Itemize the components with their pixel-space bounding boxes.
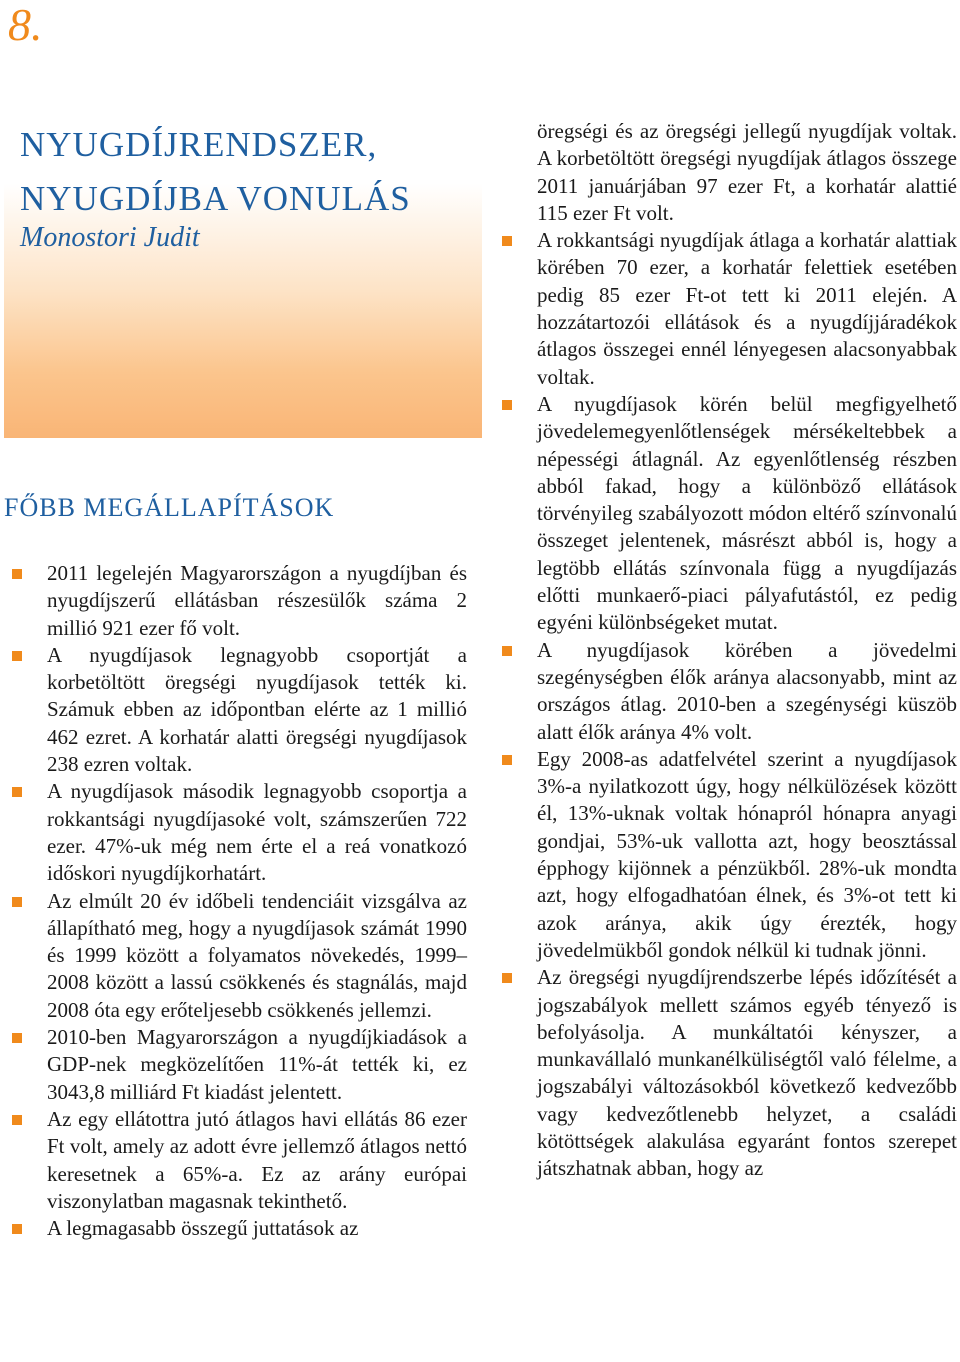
finding-text: Egy 2008-as adatfelvétel szerint a nyugdíjasok 3%-a nyilatkozott úgy, hogy nélkülözések között él, 13%-uknak voltak hónapról hónapra anyagi gondjai, 53%-uk vallotta azt, hogy beosztással épphogy kijönnek a pénzükből. 28%-uk mondta azt, hogy elfogadhatóan élnek, és 3%-ot tett ki azok aránya, akik úgy érezték, hogy jövedelmükből gondok nélkül ki tudnak jönni. <box>537 746 957 962</box>
findings-list-left <box>47 560 467 1242</box>
finding-text: Az egy ellátottra jutó átlagos havi ellátás 86 ezer Ft volt, amely az adott évre jellemző átlagos nettó keresetnek a 65%-a. Ez az arány európai viszonylatban magasnak tekinthető. <box>47 1106 467 1213</box>
finding-text: öregségi és az öregségi jellegű nyugdíjak voltak. A korbetöltött öregségi nyugdíjak átlagos összege 2011 januárjában 97 ezer Ft, a korhatár alattié 115 ezer Ft volt. <box>537 119 957 225</box>
finding-text: Az elmúlt 20 év időbeli tendenciáit vizsgálva az állapítható meg, hogy a nyugdíjasok számát 1990 és 1999 között a folyamatos növekedés, 1999–2008 között a lassú csökkenés és stagnálás, majd 2008 óta egy erőteljesebb csökkenés jellemzi. <box>47 888 467 1022</box>
finding-item <box>47 1106 467 1215</box>
finding-continuation <box>537 118 957 227</box>
finding-item <box>47 1215 467 1242</box>
bullet-square-icon <box>502 400 512 410</box>
bullet-square-icon <box>502 973 512 983</box>
finding-item <box>537 637 957 746</box>
bullet-square-icon <box>12 651 22 661</box>
finding-text: A nyugdíjasok legnagyobb csoportját a korbetöltött öregségi nyugdíjasok tették ki. Számuk ebben az időpontban elérte az 1 millió 462 ezret. A korhatár alatti öregségi nyugdíjasok 238 ezren voltak. <box>47 642 467 777</box>
section-heading: FŐBB MEGÁLLAPÍTÁSOK <box>4 493 335 522</box>
finding-text: A nyugdíjasok körében a jövedelmi szegénységben élők aránya alacsonyabb, mint az országos átlag. 2010-ben a szegénységi küszöb alatt élők aránya 4% volt. <box>537 637 957 744</box>
bullet-square-icon <box>12 1224 22 1234</box>
title-line-1: NYUGDÍJRENDSZER, <box>20 125 378 164</box>
bullet-square-icon <box>502 236 512 246</box>
finding-text: A legmagasabb összegű juttatások az <box>47 1216 359 1241</box>
finding-item <box>537 746 957 964</box>
finding-text: 2010-ben Magyarországon a nyugdíjkiadások a GDP-nek megközelítően 11%-át tették ki, ez 3043,8 milliárd Ft kiadást jelentett. <box>47 1025 467 1104</box>
title-line-2: NYUGDÍJBA VONULÁS <box>20 179 411 218</box>
findings-list-right <box>537 118 957 1183</box>
bullet-square-icon <box>502 646 512 656</box>
finding-text: A rokkantsági nyugdíjak átlaga a korhatár alattiak körében 70 ezer, a korhatár felettiek esetében pedig 85 ezer Ft-ot tett ki 2011 elején. A hozzátartozói ellátások és a nyugdíjjáradékok átlagos összegei ennél lényegesen alacsonyabbak voltak. <box>537 228 957 389</box>
bullet-square-icon <box>12 897 22 907</box>
bullet-square-icon <box>502 755 512 765</box>
chapter-number: 8. <box>8 0 43 50</box>
author-name: Monostori Judit <box>20 222 200 253</box>
bullet-square-icon <box>12 1115 22 1125</box>
finding-text: Az öregségi nyugdíjrendszerbe lépés időzítését a jogszabályok mellett számos egyéb tényező is befolyásolja. A munkáltatói kényszer, a munkavállaló munkanélküliségtől való félelme, a jogszabályi változásokból következő kedvezőbb vagy kedvezőtlenebb helyzet, a családi kötöttségek alakulása egyaránt fontos szerepet játszhatnak abban, hogy az <box>537 965 957 1181</box>
finding-text: A nyugdíjasok körén belül megfigyelhető jövedelemegyenlőtlenségek mérsékeltebbek a népességi átlagnál. Az egyenlőtlenség részben abból fakad, hogy a különböző ellátások törvényileg szabályozott módon eltérő színvonalú összeget jelentenek, másrészt abból is, hogy a legtöbb ellátás színvonala függ a nyugdíjazás előtti munkaerő-piaci pályafutástól, ez pedig egyéni különbségeket mutat. <box>537 391 957 635</box>
finding-item <box>47 560 467 642</box>
finding-text: 2011 legelején Magyarországon a nyugdíjban és nyugdíjszerű ellátásban részesülők száma 2 millió 921 ezer fő volt. <box>47 561 467 640</box>
finding-item <box>47 888 467 1024</box>
chapter-title <box>20 118 411 226</box>
finding-item <box>47 1024 467 1106</box>
bullet-square-icon <box>12 569 22 579</box>
finding-item <box>537 391 957 637</box>
finding-item <box>537 964 957 1182</box>
bullet-square-icon <box>12 1033 22 1043</box>
finding-item <box>537 227 957 391</box>
finding-item <box>47 642 467 778</box>
bullet-square-icon <box>12 787 22 797</box>
finding-text: A nyugdíjasok második legnagyobb csoportja a rokkantsági nyugdíjasoké volt, számszerűen 722 ezer. 47%-uk még nem érte el a reá vonatkozó időskori nyugdíjkorhatárt. <box>47 779 467 886</box>
finding-item <box>47 778 467 887</box>
